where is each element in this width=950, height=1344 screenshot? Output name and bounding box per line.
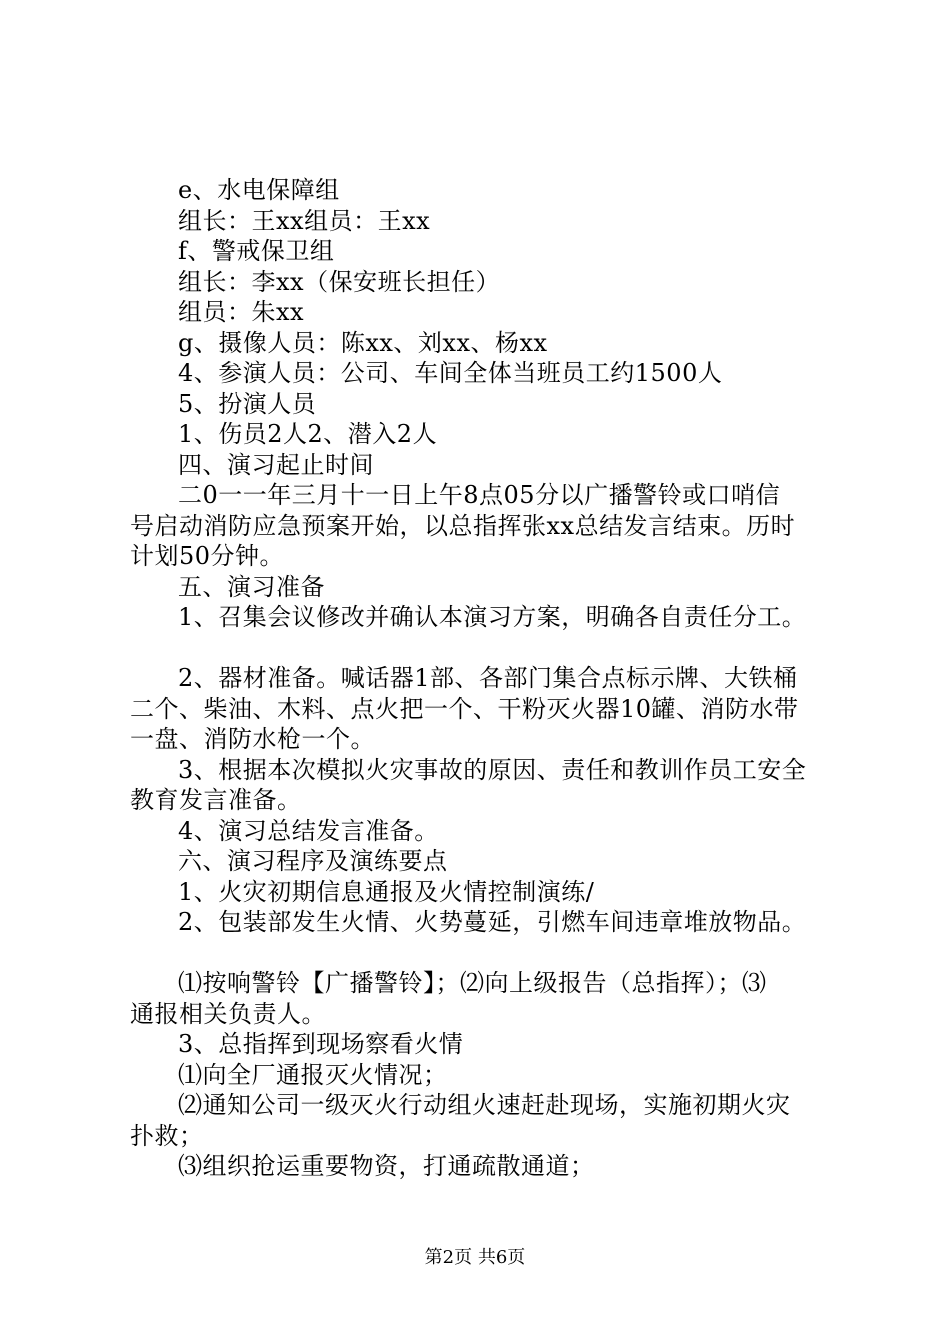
text-line: 教育发言准备。 (130, 786, 302, 814)
blank-line (130, 633, 830, 664)
text-line: 4、演习总结发言准备。 (178, 816, 439, 845)
text-line: g、摄像人员：陈xx、刘xx、杨xx (178, 328, 548, 357)
text-line: 一盘、消防水枪一个。 (130, 725, 375, 753)
text-line: 2、包装部发生火情、火势蔓延，引燃车间违章堆放物品。 (178, 908, 807, 936)
text-line: 组员：朱xx (178, 298, 305, 326)
blank-line (130, 938, 830, 969)
section-heading: 五、演习准备 (178, 572, 325, 601)
text-line: 1、伤员2人2、潜入2人 (178, 420, 438, 448)
text-line: 二0一一年三月十一日上午8点05分以广播警铃或口哨信 (178, 481, 781, 509)
text-line: ⑶组织抢运重要物资，打通疏散通道； (178, 1152, 595, 1180)
page-footer (0, 1243, 950, 1269)
text-line: 通报相关负责人。 (130, 999, 326, 1028)
text-line: 组长：李xx（保安班长担任） (178, 267, 501, 296)
text-line: 4、参演人员：公司、车间全体当班员工约1500人 (178, 359, 723, 387)
text-line: 二个、柴油、木料、点火把一个、干粉灭火器10罐、消防水带 (130, 694, 799, 723)
text-line: 组长：王xx组员：王xx (178, 206, 431, 235)
text-line: 3、根据本次模拟火灾事故的原因、责任和教训作员工安全 (178, 755, 807, 784)
text-line: 5、扮演人员 (178, 389, 317, 418)
section-heading: 四、演习起止时间 (178, 450, 374, 479)
text-line: ⑴向全厂通报灭火情况； (178, 1060, 448, 1089)
text-line: 1、召集会议修改并确认本演习方案，明确各自责任分工。 (178, 603, 807, 631)
text-line: 3、总指挥到现场察看火情 (178, 1030, 464, 1058)
text-line: 号启动消防应急预案开始，以总指挥张xx总结发言结束。历时 (130, 511, 796, 540)
text-line: ⑵通知公司一级灭火行动组火速赶赴现场，实施初期火灾 (178, 1091, 791, 1119)
text-line: 2、器材准备。喊话器1部、各部门集合点标示牌、大铁桶 (178, 664, 798, 692)
text-line: ⑴按响警铃【广播警铃】；⑵向上级报告（总指挥）；⑶ (178, 969, 767, 997)
document-body (130, 175, 830, 1182)
text-line: f、警戒保卫组 (178, 237, 335, 265)
text-line: 扑救； (130, 1121, 204, 1150)
text-line: 计划50分钟。 (130, 542, 285, 570)
text-line: e、水电保障组 (178, 176, 340, 204)
text-line: 1、火灾初期信息通报及火情控制演练/ (178, 877, 595, 906)
section-heading: 六、演习程序及演练要点 (178, 847, 448, 875)
page-number: 第2页 共6页 (424, 1247, 526, 1268)
